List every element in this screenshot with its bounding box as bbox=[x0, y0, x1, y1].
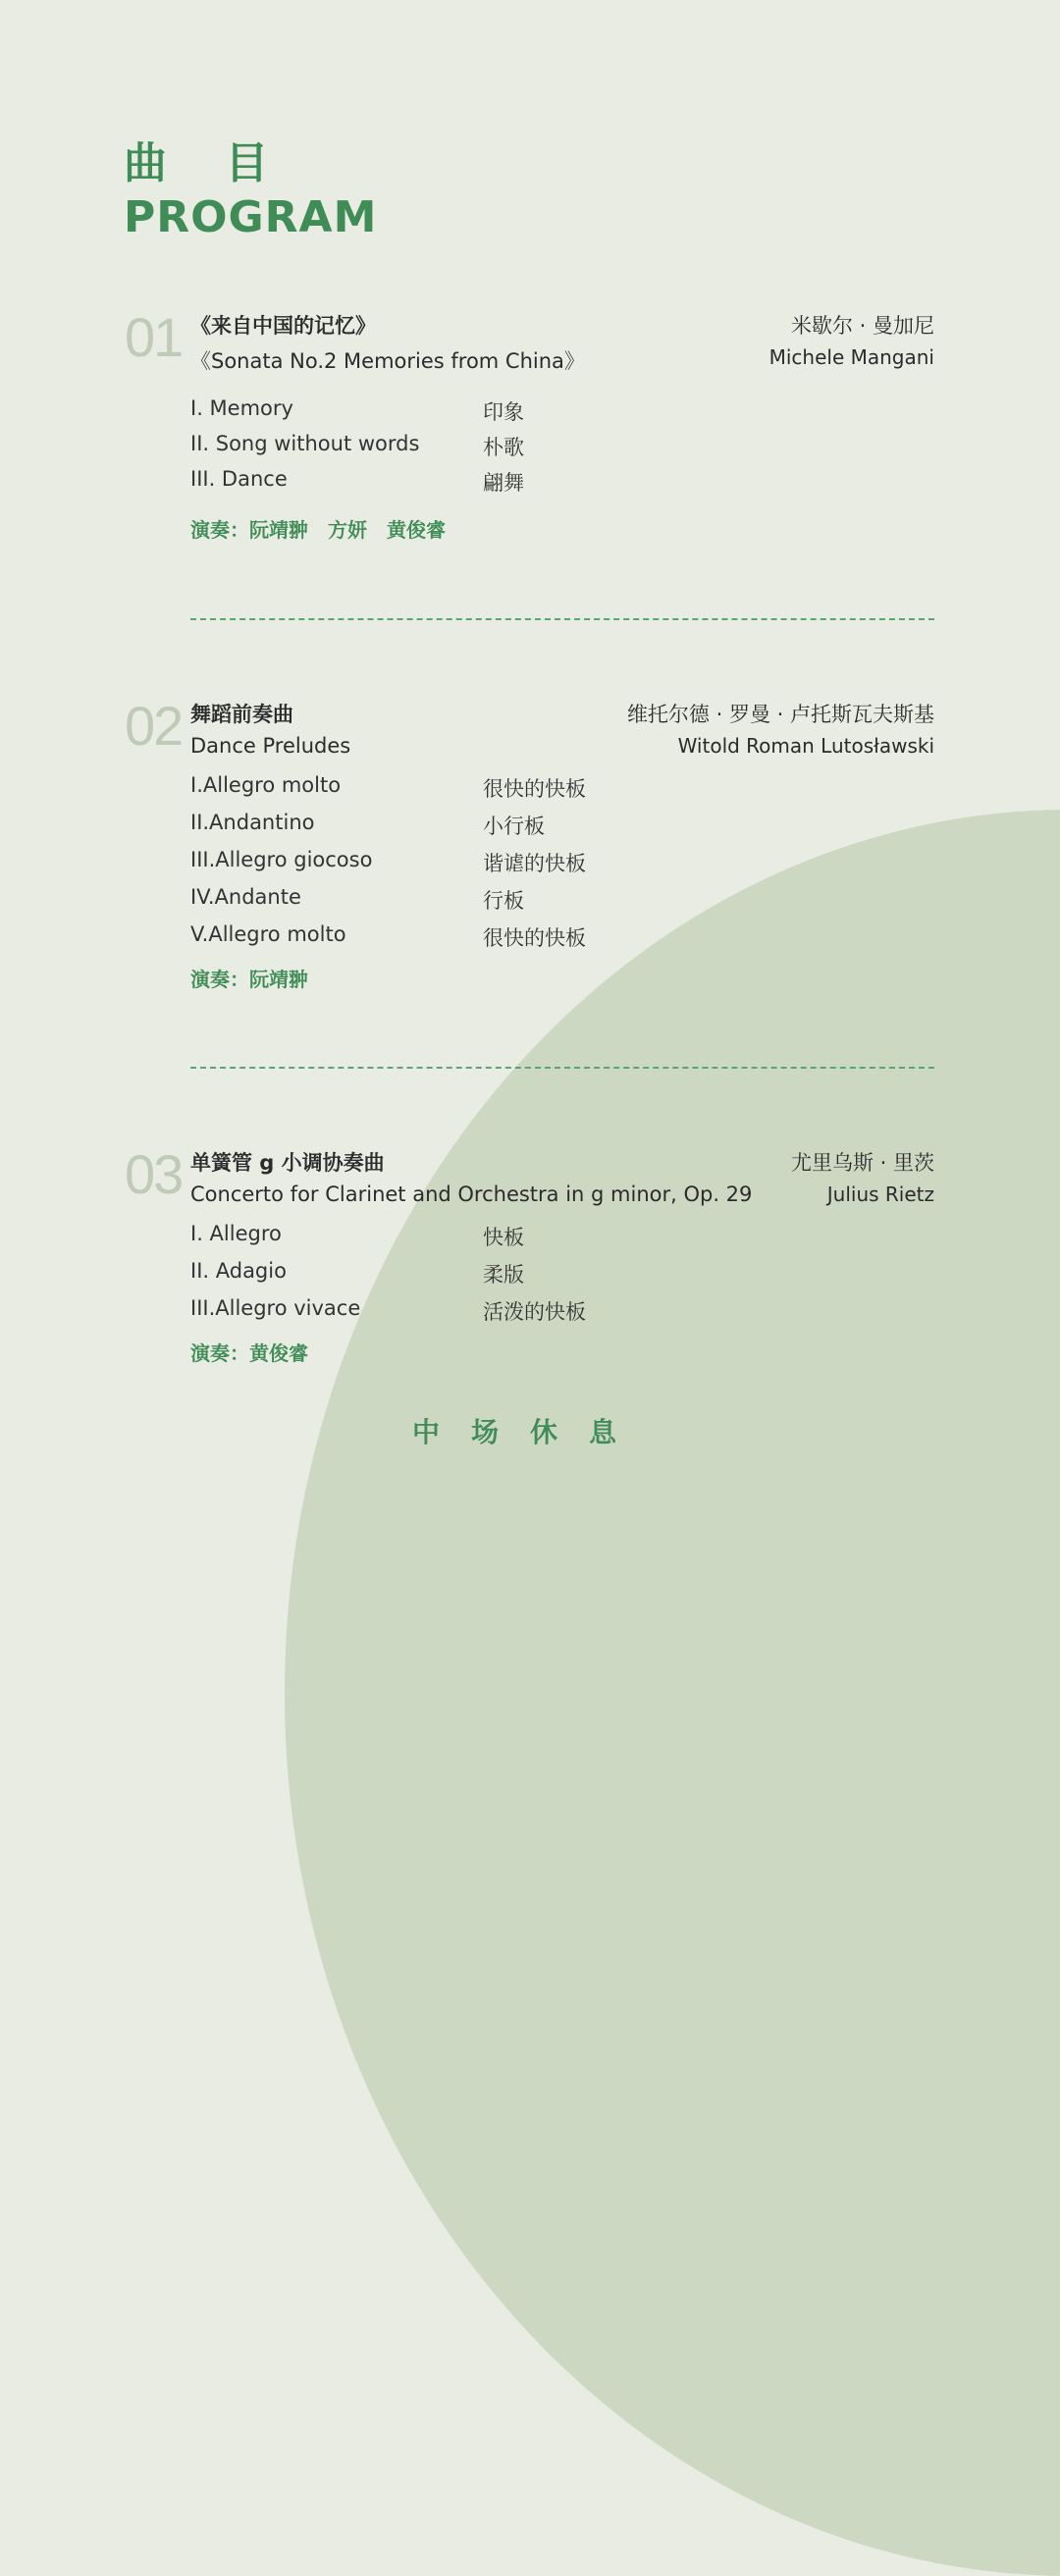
piece-title-zh: 《来自中国的记忆》 bbox=[190, 314, 376, 338]
intermission-label: 中场休息 bbox=[411, 1416, 648, 1448]
movement-en: I. Memory bbox=[190, 396, 293, 420]
program-number: 01 bbox=[125, 306, 183, 368]
movement-zh: 很快的快板 bbox=[483, 777, 586, 801]
section-divider bbox=[190, 618, 934, 620]
section-divider bbox=[190, 1067, 934, 1069]
movement-en: III. Dance bbox=[190, 467, 288, 491]
composer-zh: 维托尔德 · 罗曼 · 卢托斯瓦夫斯基 bbox=[626, 703, 934, 726]
movement-zh: 柔版 bbox=[483, 1263, 524, 1287]
movement-zh: 行板 bbox=[483, 889, 524, 913]
movement-zh: 朴歌 bbox=[483, 436, 524, 459]
movement-zh: 活泼的快板 bbox=[483, 1300, 586, 1324]
piece-title-zh: 舞蹈前奏曲 bbox=[190, 703, 293, 726]
movement-zh: 快板 bbox=[483, 1226, 524, 1249]
movement-zh: 很快的快板 bbox=[483, 926, 586, 950]
movement-zh: 小行板 bbox=[483, 815, 545, 838]
piece-title-en: Concerto for Clarinet and Orchestra in g minor, Op. 29 bbox=[190, 1183, 753, 1206]
movement-zh: 印象 bbox=[483, 400, 524, 424]
movement-en: II. Song without words bbox=[190, 432, 420, 455]
composer-zh: 米歇尔 · 曼加尼 bbox=[790, 314, 934, 338]
movement-en: III.Allegro vivace bbox=[190, 1296, 361, 1320]
movement-zh: 翩舞 bbox=[483, 471, 524, 495]
movement-zh: 谐谑的快板 bbox=[483, 852, 586, 875]
composer-en: Julius Rietz bbox=[826, 1183, 934, 1206]
movement-en: IV.Andante bbox=[190, 885, 301, 909]
movement-en: I.Allegro molto bbox=[190, 773, 342, 797]
performers: 演奏：阮靖翀 方妍 黄俊睿 bbox=[190, 518, 446, 542]
movement-en: II.Andantino bbox=[190, 811, 315, 834]
movement-en: V.Allegro molto bbox=[190, 922, 346, 946]
movement-en: I. Allegro bbox=[190, 1222, 282, 1245]
page-title-en: PROGRAM bbox=[124, 192, 378, 242]
piece-title-zh: 单簧管 g 小调协奏曲 bbox=[190, 1151, 385, 1175]
composer-zh: 尤里乌斯 · 里茨 bbox=[790, 1151, 934, 1175]
piece-title-en: 《Sonata No.2 Memories from China》 bbox=[190, 349, 585, 373]
movement-en: II. Adagio bbox=[190, 1259, 287, 1283]
piece-title-en: Dance Preludes bbox=[190, 734, 351, 758]
performers: 演奏：阮靖翀 bbox=[190, 968, 308, 991]
program-number: 02 bbox=[125, 695, 183, 757]
movement-en: III.Allegro giocoso bbox=[190, 848, 373, 871]
program-number: 03 bbox=[125, 1143, 183, 1205]
composer-en: Witold Roman Lutosławski bbox=[677, 734, 934, 758]
composer-en: Michele Mangani bbox=[768, 345, 934, 369]
performers: 演奏：黄俊睿 bbox=[190, 1341, 308, 1365]
page-title-zh: 曲 目 bbox=[124, 138, 291, 188]
